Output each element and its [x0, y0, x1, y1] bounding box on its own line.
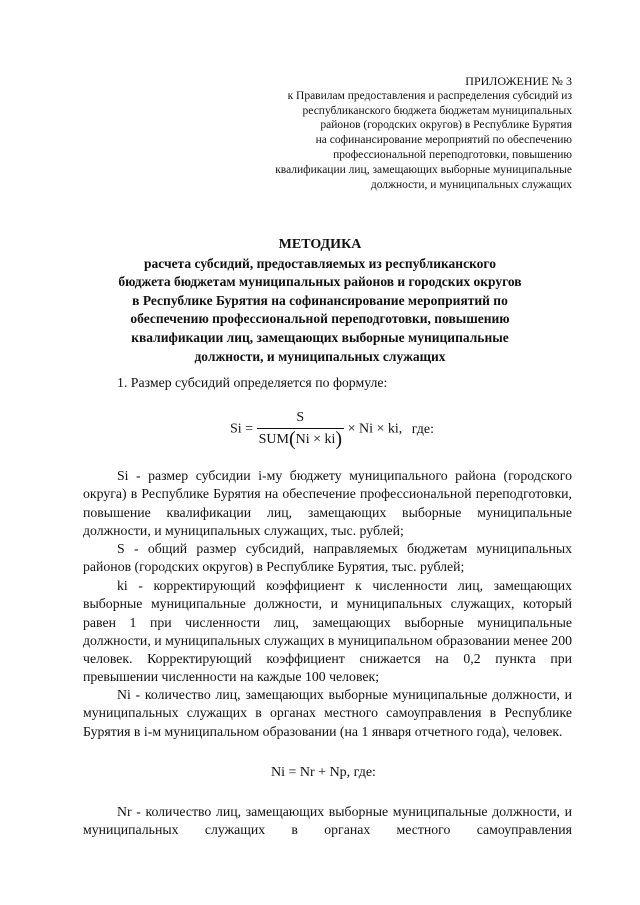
formula-ni: Ni = Nr + Np, где:	[271, 765, 376, 780]
formula-sum: SUM	[258, 432, 289, 447]
definition-nr: Nr - количество лиц, замещающих выборные муниципальные должности, и муниципальных служащих в органах местного самоуправления	[83, 804, 572, 838]
title-line: бюджета бюджетам муниципальных районов и городских округов	[118, 274, 522, 290]
formula-lhs: Si =	[230, 421, 254, 437]
title-line: должности, и муниципальных служащих	[194, 348, 446, 364]
definition-si: Si - размер субсидии i-му бюджету муниципального района (городского округа) в Республике Бурятия на обеспечение профессиональной переподготовки, повышение квалификации лиц, замещающих выборные муниципальные должности, и муниципальных служащих, тыс. рублей;	[83, 468, 572, 538]
definition-s: S - общий размер субсидий, направляемых бюджетам муниципальных районов (городских округов) в Республике Бурятия, тыс. рублей;	[83, 541, 572, 575]
formula-numerator: S	[296, 410, 305, 425]
appendix-header	[212, 74, 572, 192]
appendix-line: к Правилам предоставления и распределения субсидий из	[287, 89, 572, 102]
title-line: квалификации лиц, замещающих выборные муниципальные	[131, 329, 509, 345]
appendix-number: ПРИЛОЖЕНИЕ № 3	[465, 74, 572, 88]
paren-close: )	[335, 428, 343, 450]
formula-rhs: × Ni × ki,	[347, 421, 403, 437]
title-line: обеспечению профессиональной переподготовки, повышению	[130, 311, 510, 327]
paragraph-formula-intro: 1. Размер субсидий определяется по формуле:	[117, 375, 388, 390]
formula-denominator	[257, 430, 345, 450]
formula-denominator-inner: Ni × ki	[295, 432, 336, 447]
definition-ni: Ni - количество лиц, замещающих выборные муниципальные должности, и муниципальных служащих в органах местного самоуправления в Республике Бурятия в i-м муниципальном образовании (на 1 января отчетного года), человек.	[83, 687, 572, 739]
document-title	[90, 236, 550, 366]
formula-fraction	[257, 409, 345, 450]
title-line: в Республике Бурятия на софинансирование мероприятий по	[132, 292, 508, 308]
appendix-line: квалификации лиц, замещающих выборные муниципальные	[275, 163, 572, 176]
appendix-line: на софинансирование мероприятий по обеспечению	[315, 134, 572, 147]
title-heading: МЕТОДИКА	[278, 237, 362, 252]
definition-ki: ki - корректирующий коэффициент к численности лиц, замещающих выборные муниципальные должности, и муниципальных служащих, который равен 1 при численности лиц, замещающих выборные муниципальные должности, и муниципальных служащих в муниципальном образовании менее 200 человек. Корректирующий коэффициент снижается на 0,2 пункта при превышении численности на каждые 100 человек;	[83, 578, 572, 685]
appendix-line: республиканского бюджета бюджетам муниципальных	[302, 104, 572, 117]
appendix-line: профессиональной переподготовки, повышению	[333, 148, 572, 161]
paren-open: (	[288, 428, 296, 450]
appendix-line: районов (городских округов) в Республике Бурятия	[320, 119, 572, 132]
formula-si	[230, 409, 434, 450]
fraction-bar	[257, 428, 345, 429]
title-line: расчета субсидий, предоставляемых из республиканского	[144, 255, 496, 271]
appendix-line: должности, и муниципальных служащих	[370, 178, 572, 191]
formula-tail: где:	[411, 421, 435, 437]
